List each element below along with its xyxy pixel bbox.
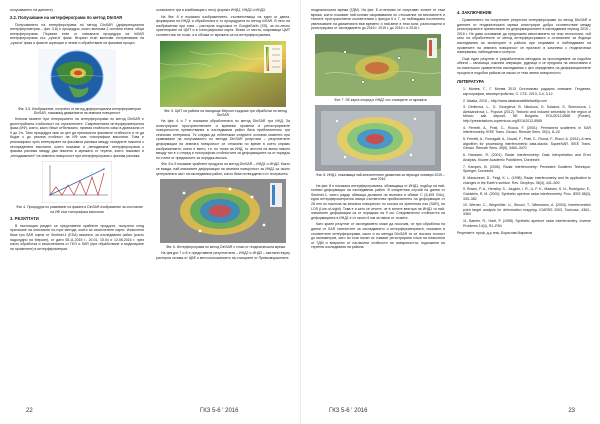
page-number-left: 22	[26, 408, 33, 414]
reviewer-line: Рецензент: проф. д-р инж. Боряслав Маринов	[457, 231, 533, 236]
right-col-1	[311, 8, 445, 252]
figure-6-caption: Фиг. 6. Интерферограма по метод DInSAR с точки от геодезическата мрежа	[165, 245, 286, 250]
reference-item: 1. Милев, Г., Г. Милев 2013 Спътниково радарно снимане. Геодезия, картография, землеустройство, С. СТБ. 2013, 3-4, 3-12	[463, 87, 591, 96]
left-col-2	[156, 8, 290, 262]
left-col-1	[10, 8, 144, 253]
references-list	[457, 87, 591, 228]
right-col-2	[457, 8, 591, 238]
reference-item: 10. Werner, C., Wegmüller, U., Strozzi, T., Wiesmann, A. (2003). Interferometric point target analysis for deformation mapping. IGARSS 2003, Toulouse, 4362–4364	[463, 203, 591, 217]
figure-5-caption: Фиг. 5. ЦМТ на района на находище Мерсин съдържа три обработки по метод DInSAR	[163, 108, 288, 117]
reference-item: 7. Kampes, B. (2006). Radar Interferometry: Persistent Scatterer Technique. Springer, Dordrecht	[463, 164, 591, 174]
figure-4-caption: Фиг. 4. Процедура по развиване на фазата в DInSAR изображение за състояние на ИФ към топографска височина	[16, 205, 143, 214]
col3-top-para: геодезическата мрежа (ГДМ). На фиг. 8 отчетливо се очертават зоните от тази мрежа, които показват най-големи изкривявания по отношение на височините и техните пространствени съответствия с фигури 6 и 7, се наблюдава постепенно увеличаване на движенията във времето и най-вече в тези зони, разположени и регистрирани от изследването до 2016 г. 2015 г. до 2016 г. и 2016 г.	[311, 8, 445, 31]
journal-footer-left: ГКЗ 5-6 ' 2016	[200, 408, 239, 414]
reference-item: 6. Hanssen, R. (2001). Radar Interferometry: Data Interpretation and Error Analysis. Kluwer Academic Publishers, Dordrecht	[463, 153, 591, 162]
literature-title: ЛИТЕРАТУРА	[457, 79, 485, 85]
figure-8	[315, 105, 441, 171]
col1-para1: Получаването на интерферограма по метод DInSAR (диференциална интерферометрия – фиг. 3-6) е процедура, която включва 2 основни етапа: обща интерферограма. Първият етап от описаната процедура на InSAR интерферограма със „сухата“ фаза. Вторият етап включва отстраняване на „сухата“ фаза и фазите корекции и леяне и обработване на фазовия процес.	[10, 22, 144, 45]
col2-para4: На фигури 7 и 8 е представена резултатната – ИНД2 и ИНД3 – магнини върху растерна основа от ЦВЕ и местоположението на станциите от Превъзвършените	[156, 251, 290, 260]
conclusion-title: 4. ЗАКЛЮЧЕНИЕ	[457, 10, 492, 15]
figure-7	[315, 34, 441, 96]
interferogram-points-icon	[160, 179, 286, 243]
page-number-right: 23	[568, 408, 575, 414]
reference-item: 3. Dimitrova, L., G. Georgieva, B. Nikolova, D. Solakov, S. Simeonova, I. Aleksandrova, L. Popova (2012). Tectonic and induced seismicity in the region of Mirovo salt deposit, NE Bulgaria. EGU2012-6565 (Poster), http://presentations.copernicus.org/EGU2012-6565	[463, 105, 591, 124]
results-title: 3. РЕЗУЛТАТИ	[10, 215, 39, 221]
results-para: В настоящия раздел са представени крайните продукти, получени след прилагане на описаните по-горе методи, които са изчислените карти. Изчислени бяха три SAR сцени от Sentinel-1 (ESA) мисията, за изследвания район (които надолудно на Мерсин), от дати 08.11.2015 г., 20.01, 15.04 и 12.08.2016 г. чрез които обработка и изчисленията от ГЕО и SAR (при обработване и моделиране на промените) в интерферометрия.	[10, 223, 144, 251]
figure-7-caption: Фиг. 7. SE карта според и ИНД2 със станциите от мрежата	[334, 97, 427, 102]
col3-para1: На фиг. 8 е показана интерферограмата, обхващаща от ИНД1, подбор на най-големи деформации на изследвания район. В конкретния случай на данни от Sentinel-1, чиято радар обхваща дължина на вълната в обхват C (5,405 GHz), една интерферометрична ивица съответства приблизително на деформации от 28 mm по наклона на земната повърхност по посока на зрителния лъч (SAR), на LOS (Line-of-sight). Това е и като се отчете, че в зоните вектора на ИНД1 то най-значимите деформации са от порядъка на 9 см. Следователно стойността на деформацията в ИНД1 е от около 6 мм за някои от точките.	[311, 183, 445, 220]
journal-footer-right: ГКЗ 5-6 ' 2016	[329, 408, 368, 414]
globe-interferogram-icon	[38, 49, 116, 105]
col2-top-para: останалите три в комбинация с него) формат ИНД1, ИНД2 и ИНД3.	[156, 8, 266, 12]
reference-item: 9. Rosen, P. A., Hensley, S., Joughin, I. R., Li, F. K., Madsen, S. N., Rodriguez, E., Goldstein, R. M. (2000). Synthetic aperture radar interferometry. Proc. IEEE 88(3), 333–382	[463, 187, 591, 201]
reference-item: 4. Ferretti, A., Prati, C., Rocca, F. (2001). Permanent scatterers in SAR interferometry. IEEE Trans. Geosci. Remote Sens. 39(1), 8–20	[463, 125, 591, 135]
phase-unwrapping-plot-icon	[42, 161, 112, 203]
col3-para2: Като краен резултат от изследването може да посочим, че при обработка на данни от SAR сателитите за изследването и интерферометрията, показани в съответните интерферограми, както и по метода DInSAR тя се постига точност до милиметров, като по този начин се очакват регистрирани точки на изчислени от ГДМ и визуално от нагласени стойности на повърхността, подложени на теренни изследвания на района.	[311, 222, 445, 250]
map-with-stations-icon	[315, 34, 441, 96]
right-page	[300, 0, 600, 424]
figure-5	[160, 41, 286, 107]
conclusion-para1: Сравнението на получените резултати интерферограми по метод DInSAR и данните от геодезическата мрежа илюстрират добро съответствие между регистрираните преместване на деформационните в изследвания период 2015 – 2016 г. Не дава основание да предложим използването на тези технологии, тъй като на обработените от метод интерферограмата и останалите за бъдещи изследвания на мониторинг в района при откриване и наблюдаване на промените на земната повърхност се прилагат в комплекс с геодезически измервания, наблюдения и контрол.	[457, 18, 591, 55]
figure-3-caption: Фиг. 3-5. Изображение, получено от метод диференциална интерферометрия DInSAR, показващ движенията на земната повърхност	[18, 106, 141, 115]
col2-para3: Фиг. 8 и 9 показват крайните продукти на метод DInSAR – ИНД1 и ИНД2. Както се вижда, най-значимите деформации на земната повърхност за ИНД1 са около централната част на изследвания район, които бяха потвърдени и от геотрасета.	[156, 162, 290, 176]
col1-para2: Ключов момент при генерирането на интерферограми по метод DInSAR е дълготрайната стабилност на отразителите. Съвременната интерферометрична фаза (ИФ), която, както беше отбелязано, приема стойности само в диапазона от 0 до 2π. Тази процедура има за цел да преизчисли фазовите стойности и те да бъдат с до реална стойност на ИФ към топографски височини. Това е реализирано чрез интегриране на фазовата разлика между съседните пиксели с неопределени височини, които показват и „неподвижна“ интерферограма с фазова разлика между два пиксела в мрежата от терена, които показват и „неподвижните“ на земната повърхност при интерферограма с фазова разлика.	[10, 116, 144, 158]
figure-8-caption: Фиг. 8. ИНД1, показваща най-значителните движения за периода ноември 2015 – юни 2016	[316, 173, 445, 182]
reference-item: 2. Alaska, 2015 – http://www.alaskasatellitefacility.com	[463, 98, 547, 103]
col1-top-line: получаването на данните).	[10, 8, 54, 12]
figure-6	[160, 179, 286, 243]
deformation-map-icon	[315, 105, 441, 171]
reference-item: 11. Bamler, R., Hartl, P. (1998). Synthetic aperture radar interferometry. Inverse Problems 14(4), R1–R54	[463, 219, 591, 228]
conclusion-para2: Още един резултат е разработената методика за проследяване за подобни обекти – свлачища, изкопни операции, рудници и се предлага на използвани и по-нататъшно сравнителни изследвания с цел определяне на деформационните процеси в подобни района на някои от тези земни повърхности.	[457, 56, 591, 75]
figure-3	[38, 49, 116, 105]
figure-4	[42, 161, 112, 203]
col2-para1: На Фиг. 6 е показано изображението, съответстващо на един от двата, формирани на ИНД1 и обработката и то процедурата по метод InSAR. В него на изображения при това – растерна подложка от GoogleEarth (SS), за по-лесно ориентиране на ЦМТ и в топографската карта. Всеки от места, покриващи ЦМТ съответства на точки, а в облака от мрежата са на интерферограмата.	[156, 14, 290, 37]
reference-item: 5. Ferretti, A., Fumagalli, A., Novali, F., Prati, C., Rocca, F., Rucci, A. (2011). A new algorithm for processing interferometric data-stacks: SqueeSAR. IEEE Trans. Geosci. Remote Sens. 49(9), 3460–3470	[463, 137, 591, 151]
reference-item: 8. Massonnet, D., Feigl, K. L. (1998). Radar interferometry and its application to changes in the Earth's surface. Rev. Geophys. 36(4), 441–500	[463, 175, 591, 185]
dem-terrain-map-icon	[160, 41, 286, 107]
section-2-2-title: 2.2. Получаване на интерферограми по метод DInSAR	[10, 14, 123, 20]
col2-para2: На фиг. 6 и 7 е показани обработената по метод DInSAR три ИНД. За илюстриране пространствените и времеви промени в регистрираните повърхностни премествания в изследвания район бяха приблизително три сеансови интервала. Тя следва да отбележим следните основни моменти при сравняване на получаването по метода DInSAR резултати – резултатните деформации на земната повърхност се отнасяни по време в което спрямо изображението, което е взето, т.е. по тонка на ИНД, то честота на всеки пиксел между тях е с отпред и топографски стойностите за деформациите са от порядък по-точни от предишните за порядък-висока.	[156, 118, 290, 160]
